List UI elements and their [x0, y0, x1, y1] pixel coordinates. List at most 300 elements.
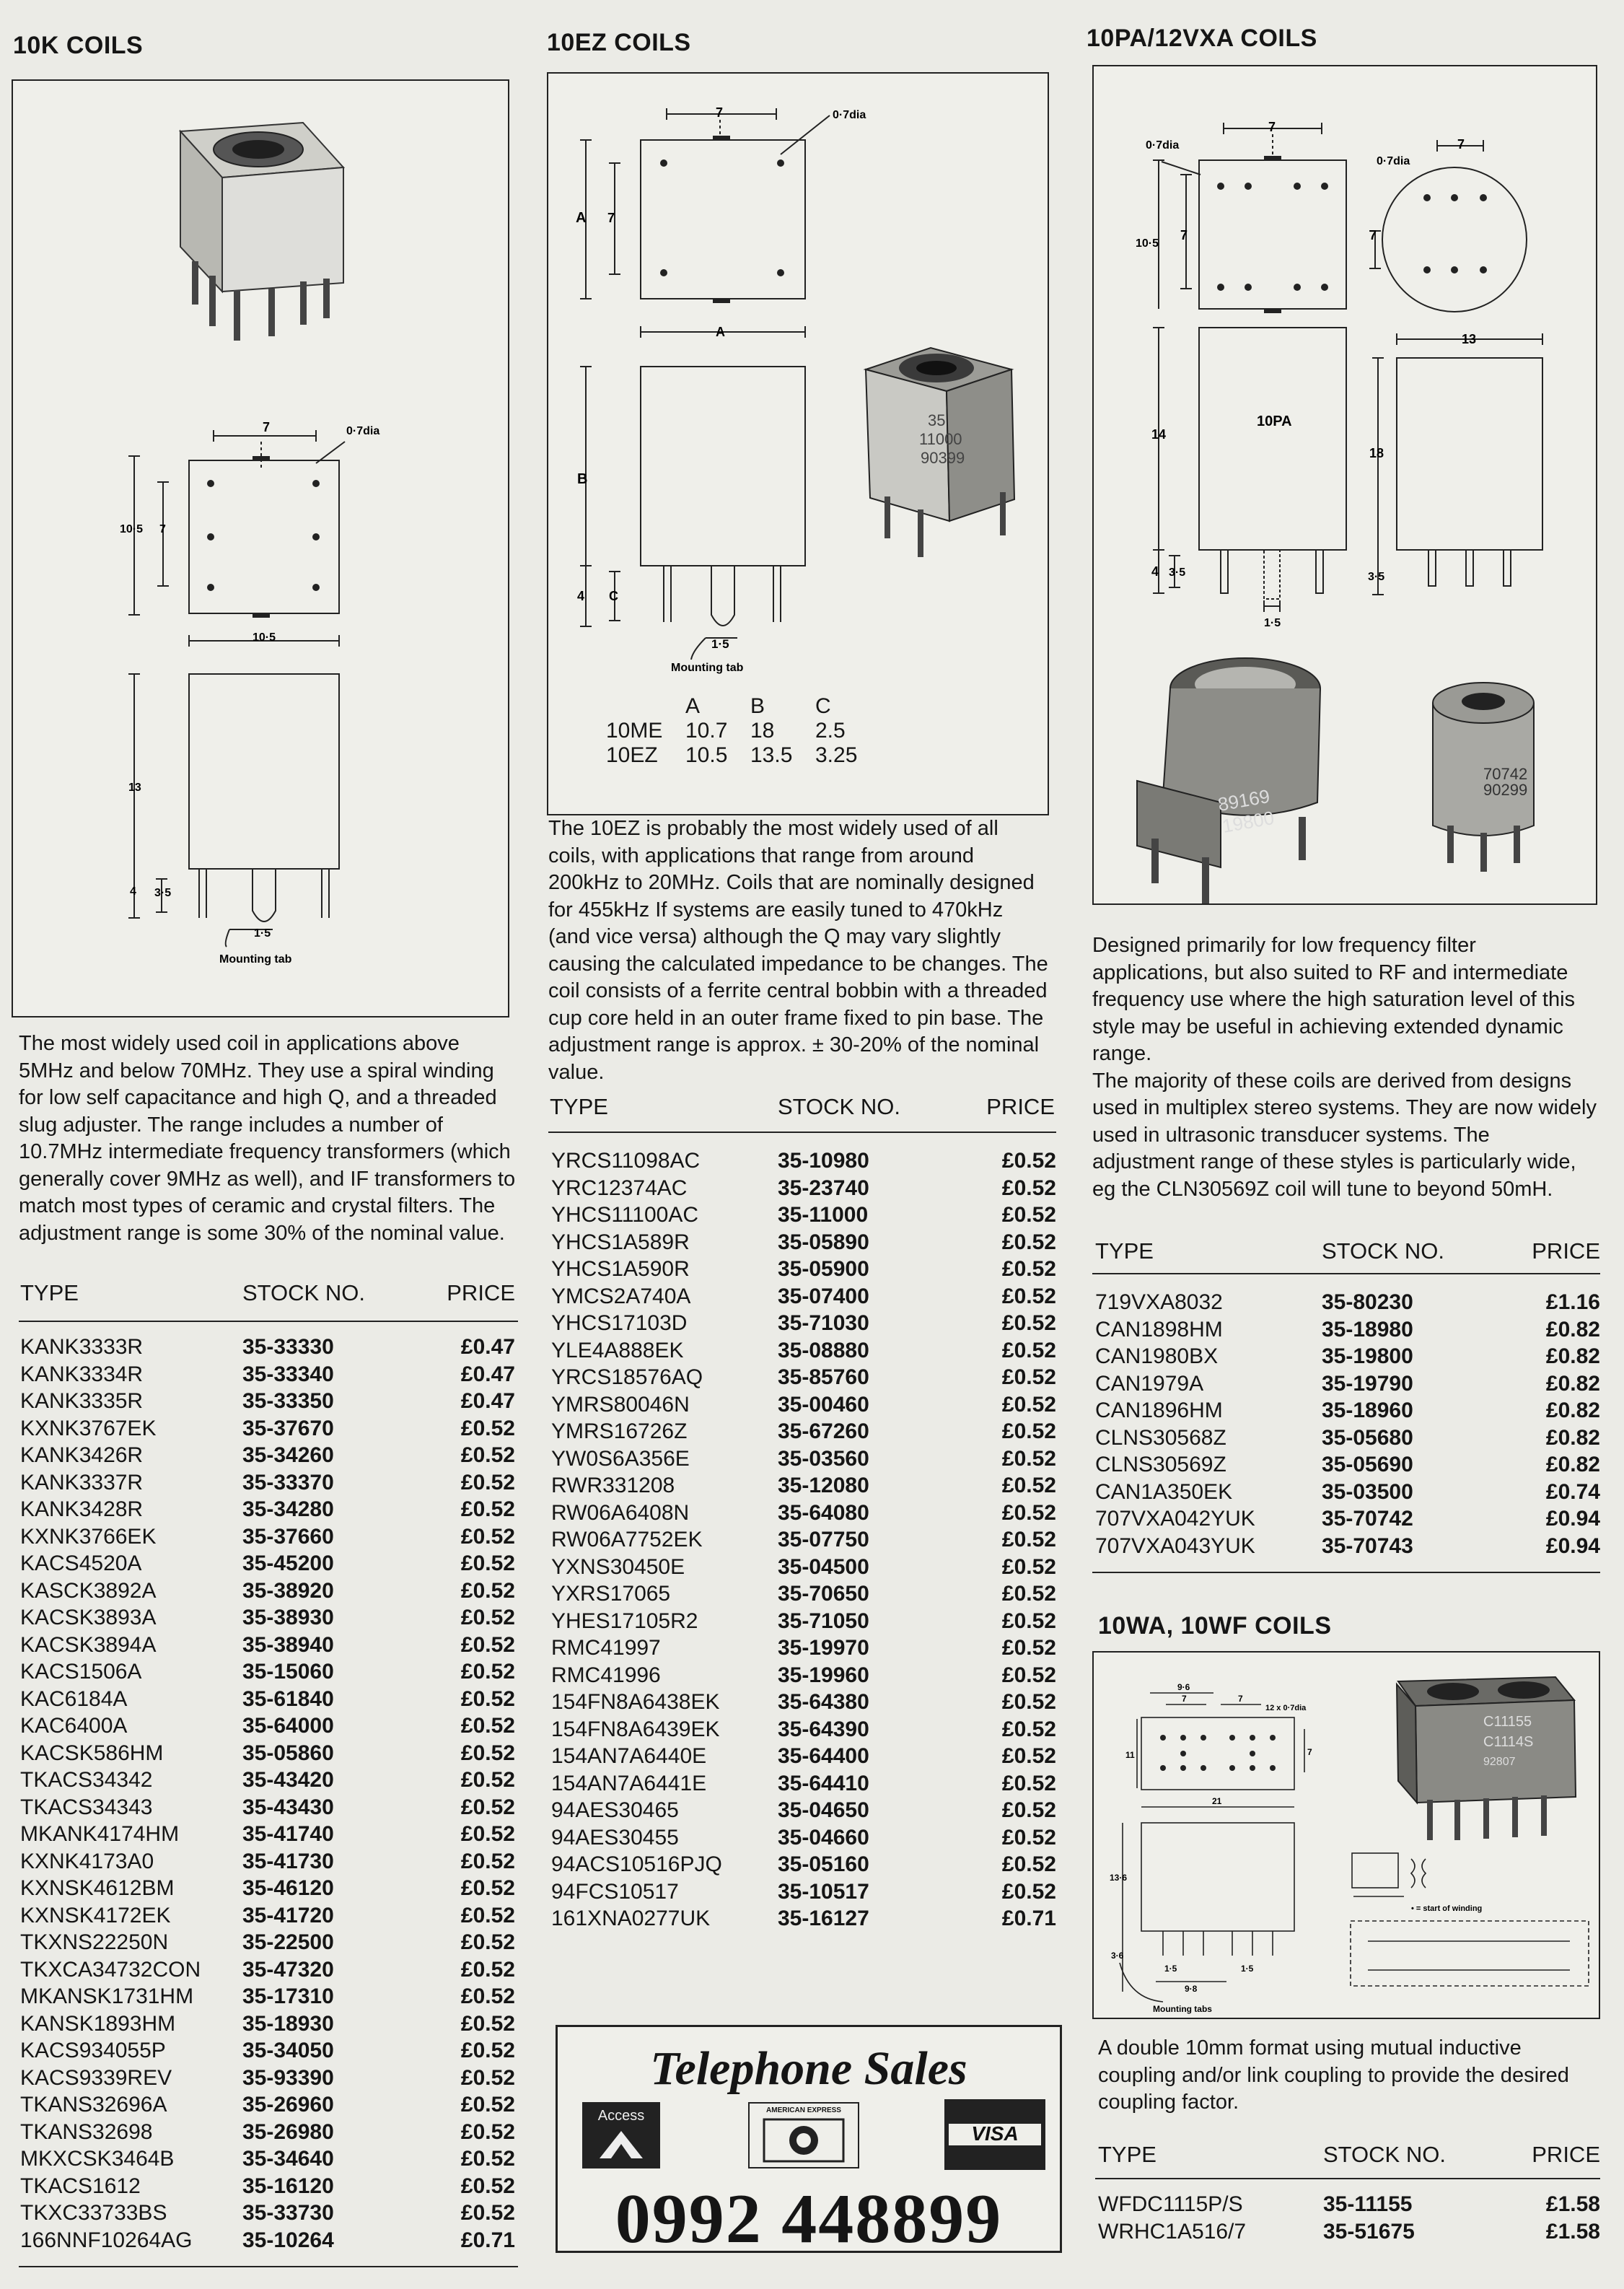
10k-coil-drawing — [13, 81, 508, 1016]
heading-10ez-coils: 10EZ COILS — [547, 29, 691, 56]
part-type: YMRS16726Z — [551, 1419, 688, 1443]
price: £0.82 — [1545, 1371, 1600, 1396]
stock-number: 35-23740 — [778, 1176, 869, 1200]
stock-number: 35-10980 — [778, 1149, 869, 1173]
price: £0.52 — [1001, 1528, 1056, 1551]
price: £0.52 — [1001, 1609, 1056, 1633]
price: £0.47 — [460, 1389, 515, 1413]
stock-number: 35-10264 — [242, 2228, 334, 2252]
stock-number: 35-37670 — [242, 1416, 334, 1440]
table-row — [20, 1606, 515, 1633]
10ez-drawing-panel — [547, 72, 1049, 815]
10ez-photo-mark-3: 90399 — [921, 449, 965, 467]
part-type: YMCS2A740A — [551, 1284, 691, 1308]
table-row — [20, 1417, 515, 1444]
table-row — [551, 1176, 1056, 1204]
stock-number: 35-05900 — [778, 1257, 869, 1281]
stock-number: 35-22500 — [242, 1930, 334, 1954]
stock-number: 35-41720 — [242, 1903, 334, 1927]
table-row — [551, 1744, 1056, 1772]
10pa-dim-dia-2: 0·7dia — [1377, 155, 1410, 167]
price: £0.94 — [1545, 1533, 1600, 1558]
table-row — [551, 1365, 1056, 1393]
price: £0.52 — [460, 2147, 515, 2171]
stock-number: 35-19960 — [778, 1663, 869, 1687]
10pa-photo2-mark-1: 70742 — [1483, 765, 1528, 783]
stock-number: 35-43430 — [242, 1795, 334, 1819]
table-row — [20, 1876, 515, 1904]
10ez-table-header — [550, 1094, 1055, 1123]
10pa-dim-w7-a: 7 — [1268, 120, 1276, 134]
stock-number: 35-47320 — [242, 1957, 334, 1982]
price: £0.74 — [1545, 1479, 1600, 1504]
part-type: YHES17105R2 — [551, 1609, 698, 1633]
10pa-dim-h35-a: 3·5 — [1169, 566, 1186, 579]
price: £0.82 — [1545, 1344, 1600, 1368]
stock-number: 35-03500 — [1322, 1479, 1413, 1504]
price: £0.52 — [460, 1470, 515, 1494]
table-row — [551, 1852, 1056, 1880]
table-row — [551, 1826, 1056, 1853]
price: £0.52 — [460, 2174, 515, 2198]
table-row — [20, 1497, 515, 1525]
10ez-dim-a: A — [716, 325, 725, 339]
visa-card-icon: VISA — [944, 2099, 1045, 2170]
table-row — [1095, 1426, 1600, 1453]
stock-number: 35-33340 — [242, 1362, 334, 1386]
part-type: 154AN7A6440E — [551, 1744, 707, 1768]
10wa-photo-mark-1: C11155 — [1483, 1714, 1532, 1730]
table-row — [551, 1717, 1056, 1745]
table-row — [1095, 1372, 1600, 1399]
10pa-photo2-mark-2: 90299 — [1483, 781, 1528, 799]
10ez-dim-b: B — [577, 471, 588, 487]
table-row — [1098, 2220, 1600, 2247]
table-row — [551, 1528, 1056, 1555]
stock-number: 35-07400 — [778, 1284, 869, 1308]
10ez-dim-w7: 7 — [716, 105, 724, 120]
table-row — [20, 1904, 515, 1931]
part-type: YRCS18576AQ — [551, 1365, 703, 1389]
part-type: TKXNS22250N — [20, 1930, 169, 1954]
price: £0.52 — [1001, 1825, 1056, 1850]
10ez-header-type: TYPE — [550, 1094, 608, 1119]
table-row — [20, 1362, 515, 1390]
table-row — [20, 1551, 515, 1579]
stock-number: 35-93390 — [242, 2065, 334, 2090]
table-row — [20, 1335, 515, 1362]
part-type: 94AES30465 — [551, 1798, 679, 1822]
part-type: TKACS34342 — [20, 1768, 153, 1792]
price: £0.52 — [460, 2119, 515, 2144]
stock-number: 35-33350 — [242, 1389, 334, 1413]
10pa-coil-drawing — [1094, 66, 1596, 903]
price: £0.52 — [1001, 1554, 1056, 1579]
10ez-dim-c: C — [609, 589, 618, 603]
table-row — [551, 1257, 1056, 1284]
american-express-card-icon: AMERICAN EXPRESS — [748, 2102, 859, 2168]
part-type: KXNK3767EK — [20, 1416, 157, 1440]
price: £0.52 — [460, 2011, 515, 2036]
part-type: KANK3337R — [20, 1470, 144, 1494]
stock-number: 35-12080 — [778, 1474, 869, 1497]
part-type: CLNS30569Z — [1095, 1453, 1226, 1476]
price: £0.52 — [1001, 1284, 1056, 1308]
price: £0.52 — [460, 1822, 515, 1846]
part-type: 161XNA0277UK — [551, 1907, 711, 1930]
10k-drawing-panel — [12, 79, 509, 1017]
part-type: YW0S6A356E — [551, 1446, 690, 1471]
10ez-photo-mark-2: 11000 — [919, 430, 962, 448]
part-type: KXNSK4612BM — [20, 1876, 175, 1900]
part-type: KACSK3894A — [20, 1632, 157, 1657]
part-type: KACS1506A — [20, 1660, 142, 1684]
price: £0.52 — [1001, 1717, 1056, 1741]
stock-number: 35-33330 — [242, 1335, 334, 1359]
table-row — [551, 1555, 1056, 1583]
price: £0.52 — [460, 1660, 515, 1684]
10k-table-header — [20, 1280, 515, 1309]
stock-number: 35-04500 — [778, 1554, 869, 1579]
10pa-dim-h7-b: 7 — [1369, 228, 1377, 242]
10k-dim-h35: 3·5 — [154, 887, 172, 899]
stock-number: 35-19800 — [1322, 1344, 1413, 1368]
stock-number: 35-05890 — [778, 1230, 869, 1254]
part-type: TKANS32696A — [20, 2093, 167, 2117]
10k-description: The most widely used coil in applications above 5MHz and below 70MHz. They use a spiral winding for low self capacitance and high Q, and a threaded slug adjuster. The range includes a number of 10.7MHz intermediate frequency transformers (which generally cover 9MHz as well), and IF transformers to match most types of ceramic and crystal filters. The adjustment range is some 30% of the nominal value. — [19, 1032, 516, 1245]
stock-number: 35-04650 — [778, 1798, 869, 1822]
heading-10wa-10wf-coils: 10WA, 10WF COILS — [1098, 1612, 1332, 1640]
10k-header-stock: STOCK NO. — [242, 1280, 365, 1305]
price: £0.52 — [460, 1606, 515, 1629]
price: £0.52 — [1001, 1230, 1056, 1254]
table-row — [1095, 1534, 1600, 1562]
10wa-dim-h136: 13·6 — [1110, 1873, 1128, 1883]
10pa-body-label: 10PA — [1257, 413, 1292, 429]
10pa-dim-w15: 1·5 — [1264, 617, 1281, 629]
price: £0.52 — [1001, 1636, 1056, 1660]
10wa-table-header — [1098, 2142, 1600, 2171]
part-type: TKANS32698 — [20, 2119, 153, 2144]
price: £0.52 — [1001, 1419, 1056, 1443]
stock-number: 35-85760 — [778, 1365, 869, 1389]
part-type: 154FN8A6439EK — [551, 1717, 720, 1741]
stock-number: 35-18930 — [242, 2011, 334, 2036]
10pa-dim-h105: 10·5 — [1136, 237, 1159, 250]
part-type: CAN1980BX — [1095, 1344, 1219, 1368]
10ez-dim-h7: 7 — [607, 211, 615, 225]
part-type: WRHC1A516/7 — [1098, 2219, 1247, 2244]
table-row — [551, 1393, 1056, 1420]
table-row — [20, 2120, 515, 2148]
10ez-dim-dia: 0·7dia — [833, 109, 866, 121]
price: £0.52 — [1001, 1446, 1056, 1471]
heading-10pa-12vxa-coils: 10PA/12VXA COILS — [1087, 25, 1317, 52]
stock-number: 35-33370 — [242, 1470, 334, 1494]
10pa-description-para-2: The majority of these coils are derived from designs used in multiplex stereo systems. They are now widely used in ultrasonic transducer systems. The adjustment range of these styles is particularly wide, eg the CLN30569Z coil will tune to beyond 50mH. — [1092, 1069, 1597, 1201]
10wa-mounting-tabs-label: Mounting tabs — [1153, 2004, 1212, 2014]
stock-number: 35-05690 — [1322, 1453, 1413, 1476]
10ez-table-body — [551, 1149, 1056, 1934]
table-row — [20, 1822, 515, 1850]
stock-number: 35-64390 — [778, 1717, 869, 1741]
stock-number: 35-71030 — [778, 1311, 869, 1335]
table-row — [1095, 1480, 1600, 1507]
table-row — [20, 1984, 515, 2012]
table-row — [20, 1741, 515, 1769]
10wa-photo-mark-2: C1114S — [1483, 1734, 1534, 1750]
price: £0.52 — [460, 1876, 515, 1900]
10pa-footer-rule — [1092, 1572, 1600, 1573]
10k-header-rule — [19, 1321, 518, 1322]
part-type: 94ACS10516PJQ — [551, 1852, 722, 1876]
stock-number: 35-04660 — [778, 1825, 869, 1850]
table-row — [551, 1690, 1056, 1717]
10pa-dim-h4: 4 — [1151, 564, 1159, 579]
10ez-photo-mark-1: 35 — [928, 411, 946, 429]
part-type: 94FCS10517 — [551, 1879, 679, 1904]
10k-dim-h7: 7 — [159, 523, 166, 535]
stock-number: 35-38940 — [242, 1632, 334, 1657]
10wa-table-body — [1098, 2192, 1600, 2246]
stock-number: 35-64380 — [778, 1690, 869, 1714]
part-type: MKANK4174HM — [20, 1822, 180, 1846]
price: £0.52 — [1001, 1176, 1056, 1200]
10pa-table-header — [1095, 1238, 1600, 1267]
table-row — [20, 1525, 515, 1552]
part-type: TKXC33733BS — [20, 2201, 167, 2225]
table-row — [1095, 1399, 1600, 1426]
price: £0.52 — [460, 1795, 515, 1819]
table-row — [551, 1609, 1056, 1637]
table-row — [551, 1772, 1056, 1799]
part-type: RMC41996 — [551, 1663, 661, 1687]
price: £0.52 — [460, 1903, 515, 1927]
telephone-sales-box — [556, 2025, 1062, 2258]
part-type: KACSK586HM — [20, 1741, 164, 1765]
stock-number: 35-08880 — [778, 1338, 869, 1362]
10wa-dim-w7-a: 7 — [1182, 1694, 1187, 1704]
price: £0.52 — [460, 2039, 515, 2062]
stock-number: 35-33730 — [242, 2201, 334, 2225]
price: £0.52 — [1001, 1582, 1056, 1606]
10pa-header-type: TYPE — [1095, 1238, 1154, 1264]
stock-number: 35-05860 — [242, 1741, 334, 1765]
10pa-drawing-panel — [1092, 65, 1597, 905]
10ez-mounting-tab-label: Mounting tab — [671, 662, 744, 674]
stock-number: 35-70742 — [1322, 1507, 1413, 1531]
table-row — [1095, 1507, 1600, 1534]
price: £0.82 — [1545, 1425, 1600, 1450]
10k-footer-rule — [19, 2266, 518, 2267]
stock-number: 35-05160 — [778, 1852, 869, 1876]
10ez-dimension-table — [606, 694, 857, 768]
10pa-description — [1092, 932, 1597, 1203]
part-type: 154FN8A6438EK — [551, 1690, 720, 1714]
10pa-description-para-1: Designed primarily for low frequency filter applications, but also suited to RF and intermediate frequency use where the high saturation level of this style may be useful in achieving extended dynamic range. — [1092, 934, 1576, 1065]
10k-coil-photo — [180, 123, 343, 341]
10k-dim-tab: 1·5 — [254, 927, 271, 940]
price: £0.52 — [460, 1741, 515, 1765]
stock-number: 35-38920 — [242, 1578, 334, 1603]
price: £1.58 — [1545, 2192, 1600, 2216]
stock-number: 35-19790 — [1322, 1371, 1413, 1396]
part-type: KACS9339REV — [20, 2065, 172, 2090]
table-row — [551, 1474, 1056, 1501]
part-type: TKACS1612 — [20, 2174, 141, 2198]
part-type: YLE4A888EK — [551, 1338, 684, 1362]
stock-number: 35-34280 — [242, 1497, 334, 1521]
stock-number: 35-64400 — [778, 1744, 869, 1768]
part-type: KACSK3893A — [20, 1606, 157, 1629]
table-row — [1095, 1344, 1600, 1372]
10wa-pins-label: 12 x 0·7dia — [1265, 1704, 1307, 1712]
access-card-icon: Access — [582, 2102, 660, 2168]
stock-number: 35-03560 — [778, 1446, 869, 1471]
table-row — [551, 1447, 1056, 1474]
price: £0.52 — [460, 1714, 515, 1738]
10k-dim-h4: 4 — [130, 885, 136, 898]
price: £0.52 — [1001, 1798, 1056, 1822]
part-type: YXRS17065 — [551, 1582, 671, 1606]
part-type: KXNK3766EK — [20, 1524, 157, 1549]
table-row — [1095, 1453, 1600, 1480]
stock-number: 35-34260 — [242, 1443, 334, 1467]
table-row — [20, 1579, 515, 1606]
part-type: YXNS30450E — [551, 1554, 685, 1579]
table-row — [20, 1471, 515, 1498]
price: £0.52 — [1001, 1852, 1056, 1876]
10ez-dimension-header: A B C — [685, 694, 831, 718]
part-type: KANK3428R — [20, 1497, 144, 1521]
part-type: KANSK1893HM — [20, 2011, 176, 2036]
part-type: YRC12374AC — [551, 1176, 688, 1200]
10pa-dim-w7-b: 7 — [1457, 137, 1465, 152]
telephone-sales-title: Telephone Sales — [650, 2042, 967, 2095]
10pa-table-body — [1095, 1290, 1600, 1561]
10pa-header-rule — [1092, 1273, 1600, 1274]
10ez-coil-photo — [866, 348, 1014, 557]
stock-number: 35-70743 — [1322, 1533, 1413, 1558]
price: £0.52 — [1001, 1365, 1056, 1389]
10k-dim-w7: 7 — [263, 420, 271, 434]
table-row — [551, 1230, 1056, 1258]
stock-number: 35-34640 — [242, 2147, 334, 2171]
price: £0.52 — [460, 1443, 515, 1467]
10ez-dimension-row-10ez: 10EZ 10.5 13.5 3.25 — [606, 743, 858, 767]
stock-number: 35-61840 — [242, 1686, 334, 1711]
10wa-description: A double 10mm format using mutual inductive coupling and/or link coupling to provide the desired coupling factor. — [1098, 2036, 1569, 2114]
part-type: KAC6400A — [20, 1714, 128, 1738]
table-row — [20, 1795, 515, 1823]
part-type: RW06A7752EK — [551, 1528, 703, 1551]
stock-number: 35-64410 — [778, 1771, 869, 1795]
10wa-dim-w96: 9·6 — [1177, 1682, 1190, 1692]
stock-number: 35-71050 — [778, 1609, 869, 1633]
stock-number: 35-34050 — [242, 2039, 334, 2062]
table-row — [20, 2201, 515, 2228]
part-type: KAC6184A — [20, 1686, 128, 1711]
part-type: 166NNF10264AG — [20, 2228, 193, 2252]
10k-dim-w105: 10·5 — [253, 631, 276, 644]
price: £0.52 — [460, 1524, 515, 1549]
price: £0.47 — [460, 1362, 515, 1386]
stock-number: 35-41730 — [242, 1849, 334, 1873]
10pa-photo1-mark-2: 19800 — [1220, 806, 1276, 837]
stock-number: 35-18960 — [1322, 1399, 1413, 1422]
stock-number: 35-11000 — [778, 1203, 869, 1227]
10pa-dim-h14: 14 — [1151, 427, 1167, 442]
10k-mounting-tab-label: Mounting tab — [219, 953, 292, 966]
10ez-dim-tab: 1·5 — [711, 637, 729, 651]
part-type: KANK3334R — [20, 1362, 144, 1386]
stock-number: 35-19970 — [778, 1636, 869, 1660]
10k-dim-h105: 10·5 — [120, 523, 144, 535]
10pa-coil-photo-2 — [1433, 683, 1534, 872]
10wa-dim-w98: 9·8 — [1185, 1984, 1198, 1994]
10ez-dim-h4: 4 — [577, 589, 585, 603]
table-row — [20, 2012, 515, 2039]
table-row — [20, 2093, 515, 2120]
10wa-header-stock: STOCK NO. — [1323, 2142, 1446, 2167]
10k-dim-dia: 0·7dia — [346, 425, 380, 437]
table-row — [1098, 2192, 1600, 2220]
10ez-dim-a-vertical: A — [576, 210, 587, 226]
part-type: TKXCA34732CON — [20, 1957, 201, 1982]
table-row — [551, 1663, 1056, 1691]
10pa-dim-h35-b: 3·5 — [1368, 571, 1385, 583]
stock-number: 35-18980 — [1322, 1317, 1413, 1342]
10ez-description: The 10EZ is probably the most widely used of all coils, with applications that range from around 200kHz to 20MHz. Coils that are nominally designed for 455kHz If systems are easily tuned to 470kHz (and vice versa) although the Q may vary slightly causing the calculated impedance to be changes. The coil consists of a ferrite central bobbin with a threaded cup core held in an outer frame fixed to pin base. The adjustment range is approx. ± 30-20% of the nominal value. — [548, 817, 1048, 1084]
10pa-dim-h18: 18 — [1369, 446, 1384, 460]
price: £0.52 — [1001, 1663, 1056, 1687]
stock-number: 35-00460 — [778, 1392, 869, 1417]
table-row — [551, 1419, 1056, 1447]
telephone-sales-number[interactable]: 0992 448899 — [615, 2180, 1003, 2258]
10wa-dim-w15-a: 1·5 — [1164, 1964, 1177, 1974]
stock-number: 35-26980 — [242, 2119, 334, 2144]
price: £0.71 — [460, 2228, 515, 2252]
price: £0.52 — [1001, 1338, 1056, 1362]
part-type: CAN1979A — [1095, 1371, 1204, 1396]
price: £0.52 — [460, 1632, 515, 1657]
price: £0.82 — [1545, 1399, 1600, 1422]
10wa-header-rule — [1095, 2178, 1600, 2179]
price: £0.52 — [460, 1686, 515, 1711]
stock-number: 35-45200 — [242, 1551, 334, 1575]
table-row — [551, 1798, 1056, 1826]
stock-number: 35-17310 — [242, 1984, 334, 2008]
price: £0.52 — [1001, 1311, 1056, 1335]
part-type: CAN1896HM — [1095, 1399, 1223, 1422]
stock-number: 35-16127 — [778, 1907, 869, 1930]
price: £0.52 — [1001, 1690, 1056, 1714]
part-type: WFDC1115P/S — [1098, 2192, 1243, 2216]
10pa-dim-h7-a: 7 — [1180, 228, 1188, 242]
stock-number: 35-16120 — [242, 2174, 334, 2198]
price: £0.94 — [1545, 1507, 1600, 1531]
price: £0.52 — [460, 1768, 515, 1792]
10wa-drawing-panel — [1092, 1651, 1600, 2019]
10pa-header-stock: STOCK NO. — [1322, 1238, 1444, 1264]
table-row — [551, 1582, 1056, 1609]
part-type: YHCS1A589R — [551, 1230, 690, 1254]
stock-number: 35-64080 — [778, 1500, 869, 1525]
table-row — [20, 2174, 515, 2202]
table-row — [551, 1501, 1056, 1528]
10wa-dim-w7-b: 7 — [1238, 1694, 1243, 1704]
table-row — [551, 1880, 1056, 1907]
